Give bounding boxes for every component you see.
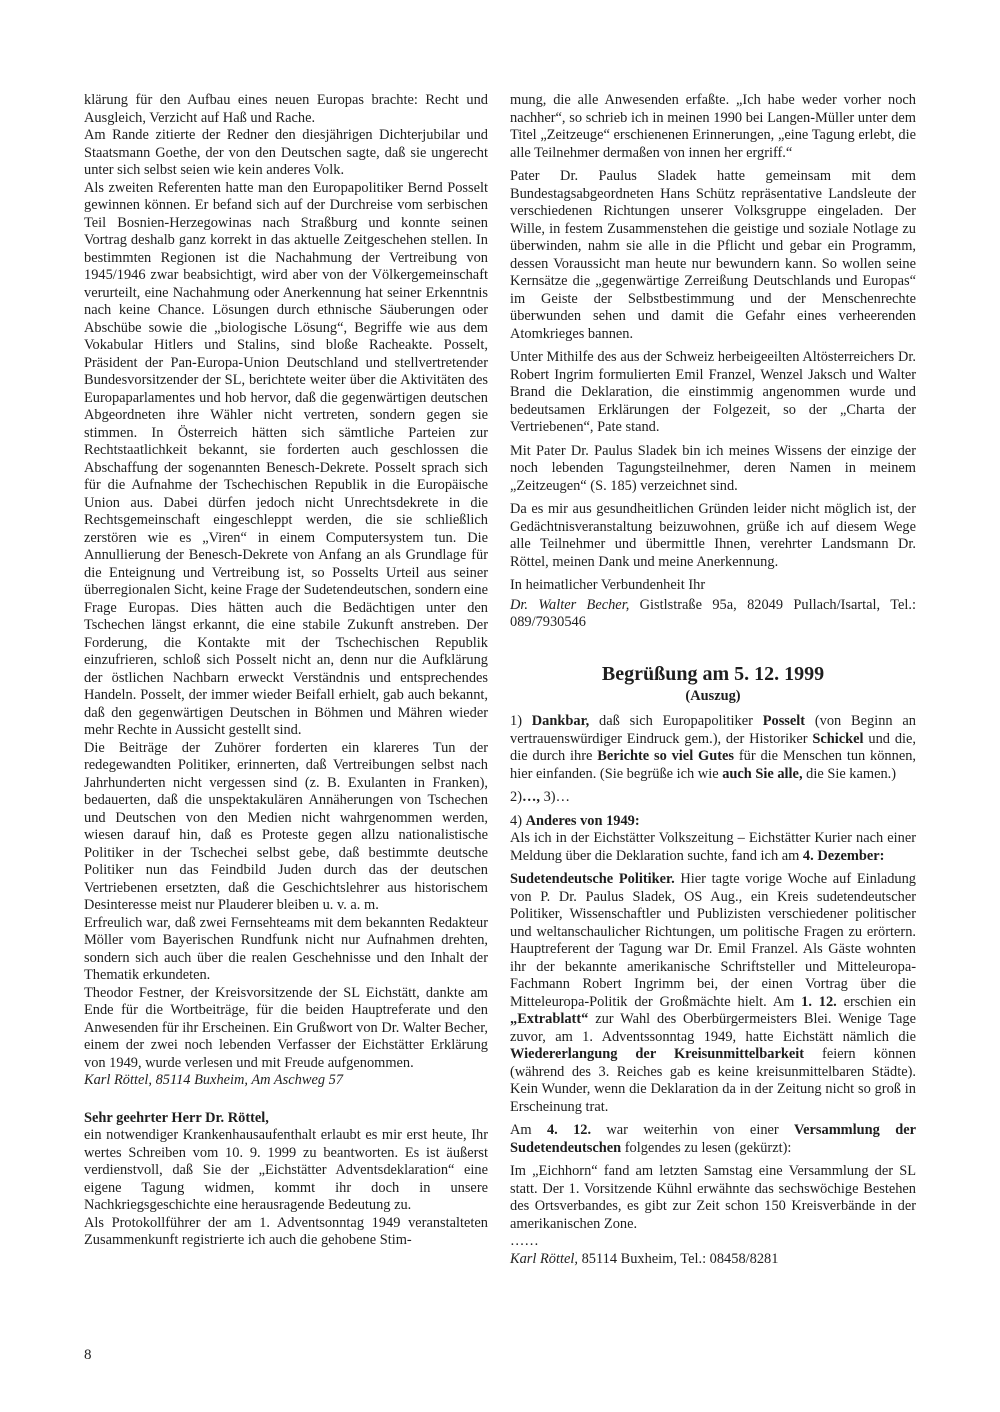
author-name: Karl Röttel, (84, 1072, 152, 1088)
letter-closing: In heimatlicher Verbundenheit Ihr (510, 577, 706, 593)
text-run: 1) (510, 713, 532, 729)
text-run: 4) (510, 812, 526, 829)
text-run: (von Beginn an vertrauenswürdiger Eindruck gem.), der Historiker (510, 713, 916, 747)
paragraph: klärung für den Aufbau eines neuen Europas brachte: Recht und Ausgleich, Verzicht auf Haß und Rache. (84, 92, 488, 126)
text-run: war weiterhin von einer (591, 1122, 795, 1138)
text-run: feiern können (während des 3. Reiches gab es keine kreisunmittelbaren Städte). Kein Wunder, wenn die Deklaration da in der Zeitung nicht so groß in Erscheinung trat. (510, 1046, 916, 1115)
author-address: 85114 Buxheim, Am Aschweg 57 (151, 1072, 344, 1088)
text-run: zur Wahl des Oberbürgermeisters Blei. Wenige Tage zuvor, am 1. Adventssonntag 1949, hatte Eichstätt nämlich die (510, 1011, 916, 1045)
text-run: erschien ein (836, 993, 916, 1010)
section-heading: Begrüßung am 5. 12. 1999 (601, 662, 825, 685)
left-column (84, 92, 488, 1250)
bold-run: Posselt (762, 713, 806, 729)
text-run: Am (510, 1122, 547, 1138)
text-run: die Sie kamen.) (802, 765, 897, 782)
paragraph: Pater Dr. Paulus Sladek hatte gemeinsam mit dem Bundestagsabgeordneten Hans Schütz repräsentative Landsleute der verschiedenen Richtungen unserer Volksgruppe eingeladen. Der Wille, in festem Zusammenstehen die geistige und soziale Notlage zu überwinden, nahm sie alle in die Pflicht und gebar ein Programm, dessen Voraussicht man heute nur bewundern kann. So wollen seine Kernsätze die „gegenwärtige Zerreißung Deutschlands und Europas“ im Geiste der Selbstbestimmung und der Menschenrechte überwunden sehen und damit die Gefahr eines verheerenden Atomkrieges bannen. (510, 168, 916, 342)
text-run: 2) (510, 789, 522, 805)
bold-run: Dankbar, (531, 713, 590, 729)
text-run: Als ich in der Eichstätter Volkszeitung – Eichstätter Kurier nach einer Meldung über die Deklaration suchte, fand ich am (510, 830, 916, 864)
bold-run: Sudetendeutsche Politiker. (510, 871, 675, 887)
paragraph: ein notwendiger Krankenhausaufenthalt erlaubt es mir erst heute, Ihr wertes Schreiben vom 10. 9. 1999 zu beantworten. Es ist äußerst verdienstvoll, daß Sie der „Eichstätter Adventsdeklaration“ eine eigene Tagung widmen, kommt ihr doch in unsere Nachkriegsgeschichte eine herausragende Bedeutung zu. (84, 1127, 488, 1213)
bold-run: auch Sie alle, (722, 765, 803, 782)
text-run: folgendes zu lesen (gekürzt): (621, 1139, 792, 1156)
page-number: 8 (84, 1347, 92, 1363)
author-address: 85114 Buxheim, Tel.: 08458/8281 (577, 1250, 779, 1267)
paragraph: Im „Eichhorn“ fand am letzten Samstag eine Versammlung der SL statt. Der 1. Vorsitzende Kühnl erwähnte das sechswöchige Bestehen des Ortsverbandes, es gibt zur Zeit schon 150 Kreisverbände in der amerikanischen Zone. (510, 1163, 916, 1232)
signature (510, 597, 916, 632)
paragraph: Mit Pater Dr. Paulus Sladek bin ich meines Wissens der einzige der noch lebenden Tagungsteilnehmer, deren Namen in meinem „Zeitzeugen“ (S. 185) verzeichnet sind. (510, 442, 916, 494)
paragraph: Unter Mithilfe des aus der Schweiz herbeigeeilten Altösterreichers Dr. Robert Ingrim formulierten Emil Franzel, Wenzel Jaksch und Walter Brand die Deklaration, die einstimmig angenommen wurde und bedeutsamen Erklärungen der Folgezeit, so der „Charta der Vertriebenen“, Pate stand. (510, 349, 916, 435)
right-column (510, 92, 916, 1274)
bold-run: Schickel (812, 730, 864, 747)
author-name: Karl Röttel, (510, 1250, 578, 1267)
author-address: Gistlstraße 95a, 82049 Pullach/Isartal, Tel.: 089/7930546 (510, 596, 916, 630)
signature (510, 1251, 916, 1269)
signature (84, 1072, 488, 1090)
text-run: daß sich Europapolitiker (589, 713, 763, 729)
text-run: für die Menschen tun können, hier einfanden. (Sie begrüße ich wie (510, 748, 917, 782)
paragraph: Theodor Festner, der Kreisvorsitzende der SL Eichstätt, dankte am Ende für die Wortbeiträge, für die beiden Hauptreferate und den Anwesenden für ihr Erscheinen. Ein Grußwort von Dr. Walter Becher, einem der zwei noch lebenden Verfasser der Eichstätter Erklärung von 1949, wurde verlesen und mit Freude aufgenommen. (84, 984, 489, 1071)
ellipsis: …… (510, 1233, 539, 1249)
bold-run: Wiedererlangung der Kreisunmittelbarkeit (510, 1046, 805, 1062)
bold-run: …, (522, 789, 540, 805)
bold-run: Anderes von 1949: (525, 812, 640, 829)
paragraph: Am Rande zitierte der Redner den diesjährigen Dichterjubilar und Staatsmann Goethe, der von den Deutschen sagte, daß sie ungerecht unter sich selbst seien wie kein anderes Volk. (84, 127, 488, 178)
bold-run: Versammlung der Sudetendeutschen (510, 1122, 916, 1156)
bold-run: Berichte so viel Gutes (597, 748, 734, 764)
paragraph: Als zweiten Referenten hatte man den Europapolitiker Bernd Posselt gewinnen können. Er befand sich auf der Durchreise vom serbischen Teil Bosnien-Herzegowinas nach Straßburg und konnte seinen Vortrag deshalb ganz korrekt in das aktuelle Zeitgeschehen stellen. In bestimmten Regionen ist die Nachahmung der Vertreibung von 1945/1946 zwar beabsichtigt, wird aber von der Völkergemeinschaft verurteilt, eine Nachahmung oder Anerkennung hat seiner Erkenntnis nach keine Chance. Lösungen durch ethnische Säuberungen oder Abschübe sowie die „biologische Lösung“, Begriffe wie aus dem Vokabular Hitlers und Stalins, sind bloße Racheakte. Posselt, Präsident der Pan-Europa-Union Deutschland und stellvertretender Bundesvorsitzender der SL, berichtete weiter über die Aktivitäten des Europaparlamentes und hob hervor, daß die gegenwärtigen deutschen Abgeordneten ihre Wähler nicht vertreten, sondern gegen sie stimmen. In Österreich hätten sich sämtliche Parteien zur Rechtstaatlichkeit bekannt, sie forderten auch geschlossen die Abschaffung der sogenannten Benesch-Dekrete. Posselt sprach sich für die Aufnahme der Tschechischen Republik in die Europäische Union aus. Dabei dürfen jedoch nicht Unrechtsdekrete in die Rechtsgemeinschaft eingeschleppt werden, die sie schließlich zerstören wie es „Viren“ in einem Computersystem tun. Die Annullierung der Benesch-Dekrete von Anfang an als Grundlage für die Enteignung und Vertreibung ist, so Posselts Urteil aus seiner überregionalen Sicht, keine Frage der Sudetendeutschen, sondern eine Frage Europas. Dies hätten auch die Bedächtigen unter den Tschechen längst erkannt, die eine stabile Zukunft anstreben. Der Forderung, die Kontakte mit der Tschechischen Republik einzufrieren, schloß sich Posselt nicht an, denn nur die Aufklärung der östlichen Nachbarn erweckt Verständnis und entsprechendes Handeln. Posselt, der immer wieder Beifall erhielt, gab auch bekannt, daß den gegenwärtigen Deutschen in Böhmen und Mähren wieder mehr Rechte in Aussicht gestellt sind. (84, 179, 488, 738)
paragraph (510, 789, 916, 807)
paragraph (510, 871, 916, 1116)
text-run: Hier tagte vorige Woche auf Einladung von P. Dr. Paulus Sladek, OS Aug., ein Kreis sudetendeutscher Politiker, Wissenschaftler und Publizisten verschiedener politischer und weltanschaulicher Richtungen, um politische Fragen zu erörtern. Hauptreferent der Tagung war Dr. Emil Franzel. Als Gäste wohnten ihr der bekannte amerikanische Schriftsteller und Mitteleuropa-Fachmann Robert Ingrimm bei, der einen Vortrag über die Mitteleuropa-Politik der Großmächte hielt. Am (510, 871, 916, 1010)
bold-run: 4. 12. (546, 1122, 592, 1138)
paragraph: Als Protokollführer der am 1. Adventsonntag 1949 veranstalteten Zusammenkunft registrierte ich auch die gehobene Stim- (84, 1214, 488, 1248)
author-name: Dr. Walter Becher, (510, 596, 630, 613)
paragraph: Erfreulich war, daß zwei Fernsehteams mit dem bekannten Redakteur Möller vom Bayerischen Rundfunk nicht nur Aufnahmen drehten, sondern sich auch über die realen Geschehnisse und den Inhalt der Thematik erkundeten. (84, 914, 488, 983)
paragraph: mung, die alle Anwesenden erfaßte. „Ich habe weder vorher noch nachher“, so schrieb ich in meinen 1990 bei Langen-Müller unter dem Titel „Zeitzeuge“ erschienenen Erinnerungen, „eine Tagung erlebt, die alle Teilnehmer dermaßen von innen her ergriff.“ (510, 92, 916, 161)
section-subheading: (Auszug) (685, 687, 741, 704)
bold-run: „Extrablatt“ (510, 1011, 589, 1027)
letter-salutation: Sehr geehrter Herr Dr. Röttel, (84, 1109, 269, 1126)
paragraph (510, 1122, 916, 1157)
text-run: 3)… (540, 789, 570, 805)
bold-run: 1. 12. (801, 993, 837, 1010)
paragraph (510, 813, 916, 866)
paragraph (510, 713, 916, 783)
paragraph: Die Beiträge der Zuhörer forderten ein klareres Tun der redegewandten Politiker, erinnerten, daß Vertreibungen selbst nach Jahrhunderten nicht vergessen sind (z. B. Exulanten in Franken), bedauerten, daß die unspektakulären Annäherungen von Tschechen und Deutschen von den Medien nicht wahrgenommen werden, wiesen darauf hin, daß es Proteste gegen allzu nationalistische Politiker in der Tschechei selbst gebe, daß bestimmte deutsche Politiker nun das Feindbild Juden durch das der deutschen Vertriebenen ersetzten, daß die Geschichtslehrer aus historischem Desinteresse meist nur Plauderer bleiben u. v. a. m. (84, 739, 488, 913)
bold-run: 4. Dezember: (802, 847, 885, 864)
paragraph: Da es mir aus gesundheitlichen Gründen leider nicht möglich ist, der Gedächtnisveranstaltung beizuwohnen, grüße ich auf diesem Wege alle Teilnehmer und übermittle Ihnen, verehrter Landsmann Dr. Röttel, meinen Dank und meine Anerkennung. (510, 501, 916, 570)
text-run: und die, die durch ihre (510, 730, 916, 764)
